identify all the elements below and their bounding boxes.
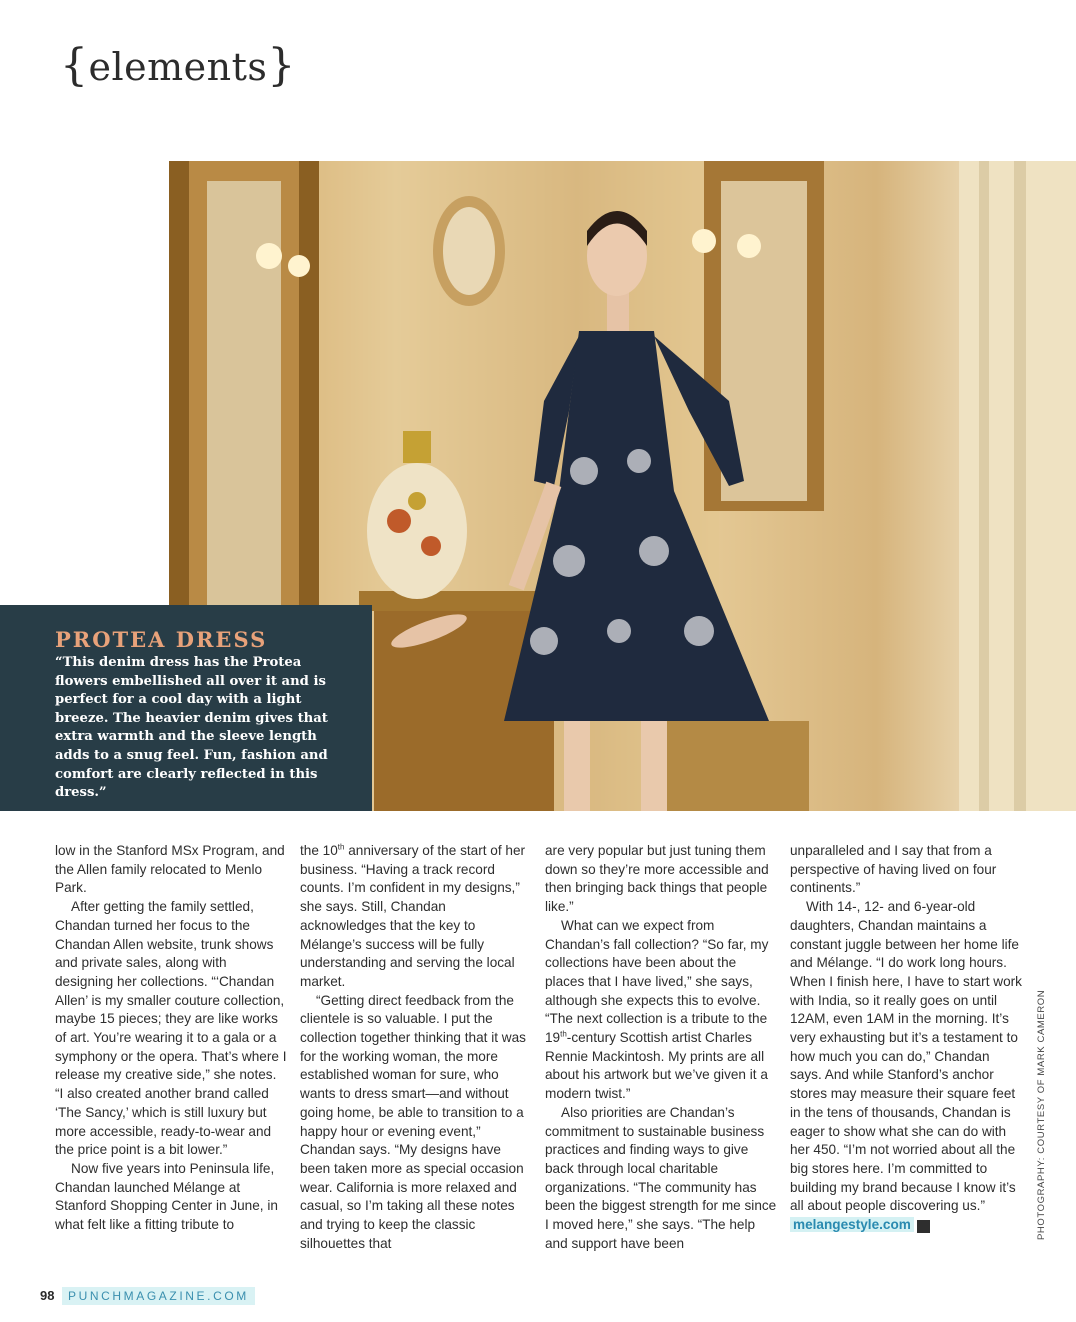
paragraph: “Getting direct feedback from the clientele is so valuable. I put the collection together thinking that it was for the working woman, the more established woman for sure, who wants to dress smart—and without going home, be able to transition to a happy hour or evening event,” Chandan says. “My designs have been taken more as special occasion wear. California is more relaxed and casual, so I’m taking all these notes and trying to keep the classic silhouettes that: [300, 992, 526, 1251]
caption-title: PROTEA DRESS: [55, 627, 268, 652]
page-number: 98: [40, 1288, 55, 1303]
article-column-2: [300, 842, 532, 1253]
paragraph: are very popular but just tuning them down so they’re more accessible and then bringing back things that people like.”: [545, 843, 769, 915]
text-run: anniversary of the start of her business. “Having a track record counts. I’m confident in my designs,” she says. Still, Chandan acknowledges that the key to Mélange’s success will be fully understanding and serving the local market.: [300, 843, 526, 989]
caption-quote: “This denim dress has the Protea flowers embellished all over it and is perfect for a cool day with a light breeze. The heavier denim gives that extra warmth and the sleeve length adds to a snug feel. Fun, fashion and comfort are clearly reflected in this dress.”: [55, 655, 328, 801]
article-column-1: [55, 842, 287, 1235]
superscript: th: [337, 842, 345, 852]
paragraph: unparalleled and I say that from a perspective of having lived on four continents.”: [790, 843, 997, 896]
section-title: [60, 40, 296, 91]
brace-open: {: [60, 40, 89, 91]
brace-close: }: [267, 40, 296, 91]
text-run: With 14-, 12- and 6-year-old daughters, Chandan maintains a constant juggle between her home life and Mélange. “I do work long hours. When I finish here, I have to start work with India, so it really goes on until 12AM, even 1AM in the morning. It’s very exhausting but it’s a testament to how much you can do,” Chandan says. And while Stanford’s anchor stores may measure their square feet in the tens of thousands, Chandan is eager to show what she can do with her 450. “I’m not worried about all the big stores here. I’m committed to building my brand because I know it’s all about people discovering us.”: [790, 899, 1022, 1214]
website-link[interactable]: melangestyle.com: [790, 1217, 914, 1232]
magazine-url[interactable]: PUNCHMAGAZINE.COM: [62, 1287, 255, 1305]
paragraph: [790, 898, 1022, 1235]
photo-credit: PHOTOGRAPHY: COURTESY OF MARK CAMERON: [1036, 989, 1047, 1240]
paragraph: Now five years into Peninsula life, Chandan launched Mélange at Stanford Shopping Center in June, in what felt like a fitting tribute to: [55, 1160, 278, 1233]
article-column-4: [790, 842, 1022, 1235]
text-run: -century Scottish artist Charles Rennie Mackintosh. My prints are all about his artwork but we’ve given it a modern twist.”: [545, 1030, 768, 1102]
paragraph: [300, 842, 532, 992]
paragraph: Also priorities are Chandan’s commitment to sustainable business practices and finding ways to give back through local charitable organizations. “The community has been the biggest strength for me since I moved here,” she says. “The help and support have been: [545, 1104, 777, 1251]
paragraph: After getting the family settled, Chandan turned her focus to the Chandan Allen website, trunk shows and private sales, along with designing her collections. “‘Chandan Allen’ is my smaller couture collection, maybe 15 pieces; they are like works of art. You’re wearing it to a gala or a symphony or the opera. That’s where I release my creative side,” she notes. “I also created another brand called ‘The Sancy,’ which is still luxury but more accessible, ready-to-wear and the price point is a bit lower.”: [55, 899, 287, 1158]
paragraph: low in the Stanford MSx Program, and the Allen family relocated to Menlo Park.: [55, 843, 285, 896]
article-column-3: [545, 842, 777, 1253]
superscript: th: [560, 1029, 567, 1039]
end-mark-icon: P: [917, 1220, 930, 1233]
section-name: elements: [88, 45, 268, 89]
paragraph: [545, 917, 777, 1104]
text-run: the 10: [300, 843, 338, 858]
text-run: What can we expect from Chandan’s fall collection? “So far, my collections have been about the places that I have lived,” she says, although she expects this to evolve. “The next collection is a tribute to the 19: [545, 917, 769, 1046]
